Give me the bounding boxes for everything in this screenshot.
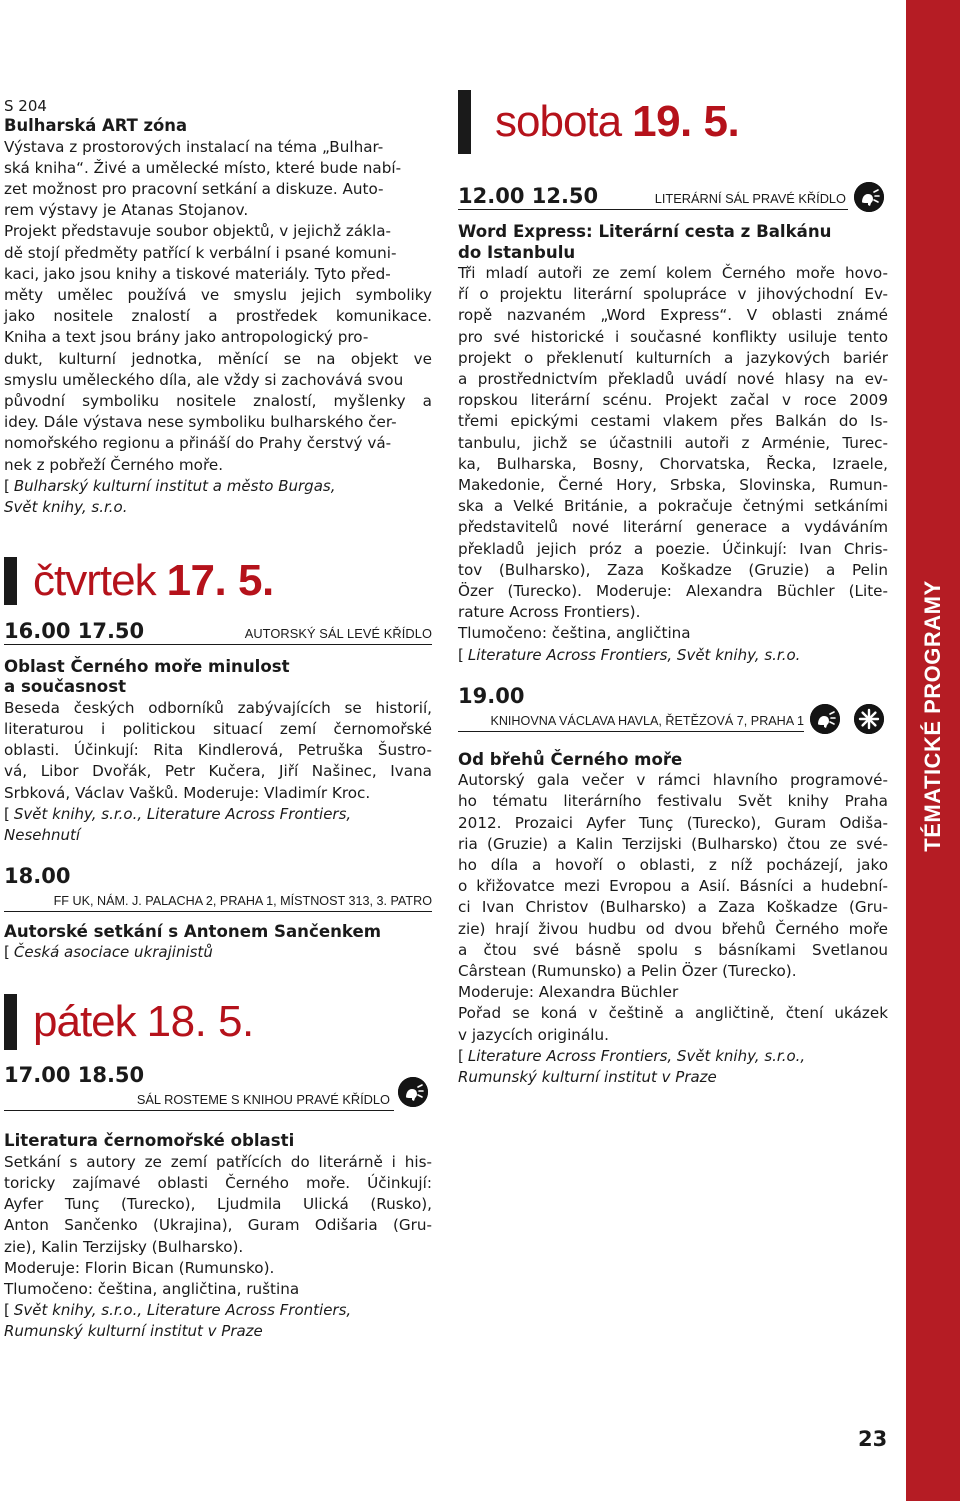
event-venue: FF UK, NÁM. J. PALACHA 2, PRAHA 1, MÍSTNOST 313, 3. PATRO [53, 893, 432, 908]
credit-bracket: [ [4, 1301, 10, 1320]
event-title: Literatura černomořské oblasti [4, 1131, 295, 1151]
text-line: 2012. Prozaici Ayfer Tunç (Turecko), Guram Odiša- [458, 813, 888, 832]
text-line: jako nositele znalostí a prostředek komunikace. [4, 307, 432, 326]
event-credit [4, 804, 432, 846]
text-line: ria (Gruzie) a Kalin Terzijski (Bulharsko) čtou ze své- [458, 834, 888, 853]
title-line: Oblast Černého moře minulost [4, 656, 290, 676]
text-line: rem výstavy je Atanas Stojanov. [4, 201, 249, 220]
text-line: Özer (Turecko). Moderuje: Alexandra Büchler (Lite- [458, 582, 888, 601]
intro-block [4, 96, 432, 518]
title-line: a současnost [4, 677, 126, 697]
text-line: překladů jejich próz a poezie. Účinkují: Ivan Chris- [458, 539, 888, 558]
text-line: Srbková, Václav Vašků. Moderuje: Vladimír Kroc. [4, 783, 371, 802]
text-line: ropskou literární scénu. Projekt začal v roce 2009 [458, 391, 888, 410]
text-line: Ayfer Tunç (Turecko), Ljudmila Ulická (Rusko), [4, 1195, 432, 1214]
text-line: původní symboliku nositele znalostí, myšlenky a [4, 391, 432, 410]
event-title: Od břehů Černého moře [458, 749, 683, 769]
program-code: S 204 [4, 97, 47, 115]
text-line: Projekt představuje soubor objektů, v jejichž zákla- [4, 222, 391, 241]
day-heading-saturday [458, 90, 888, 154]
event-time: 18.00 [4, 863, 71, 888]
text-line: Moderuje: Florin Bican (Rumunsko). [4, 1258, 275, 1277]
text-line: a prostřednictvím překladů uvádí nové hlasy na ev- [458, 370, 888, 389]
event-title: Autorské setkání s Antonem Sančenkem [4, 921, 382, 941]
text-line: třemi epickými cestami vlakem přes Balkán do Is- [458, 412, 888, 431]
text-line: nomořského regionu a přináší do Prahy čerstvý vá- [4, 434, 392, 453]
discussion-icon [810, 704, 840, 734]
text-line: v jazycích originálu. [458, 1025, 609, 1044]
text-line: Kniha a text jsou brány jako antropologický pro- [4, 328, 369, 347]
event-block [458, 684, 888, 1088]
event-time: 16.00 17.50 [4, 618, 145, 643]
day-bar [458, 90, 471, 154]
text-line: projekt o překlenutí kulturních a jazykových bariér [458, 348, 888, 367]
credit-line: Nesehnutí [4, 825, 81, 844]
event-description [458, 263, 888, 645]
day-name: sobota [495, 97, 622, 146]
text-line: nek z pobřeží Černého moře. [4, 455, 224, 474]
text-line: Anton Sančenko (Ukrajina), Guram Odišaria (Gru- [4, 1216, 432, 1235]
text-line: ropě nazvaném „Word Express“. V oblasti známé [458, 306, 888, 325]
text-line: a čtou své básně spolu s básníkami Svetlanou [458, 940, 888, 959]
event-block [4, 864, 432, 964]
text-line: ka, Bulharska, Bosny, Chorvatska, Řecka, Izraele, [458, 454, 888, 473]
text-line: Výstava z prostorových instalací na téma „Bulhar- [4, 137, 384, 156]
event-credit [4, 1300, 432, 1342]
text-line: Cârstean (Rumunsko) a Pelin Özer (Turecko). [458, 961, 797, 980]
title-line: do Istanbulu [458, 242, 576, 262]
event-header [4, 619, 432, 645]
left-column [4, 96, 432, 1342]
intro-credit [4, 476, 432, 518]
credit-line: Rumunský kulturní institut v Praze [4, 1322, 263, 1341]
text-line: pro své historické i současné konflikty usiluje tento [458, 327, 888, 346]
text-line: smyslu uměleckého díla, ale vždy si zachovává svou [4, 370, 404, 389]
credit-line: Literature Across Frontiers, Svět knihy, s.r.o. [467, 645, 801, 664]
text-line: Tlumočeno: čeština, angličtina, ruština [4, 1279, 300, 1298]
discussion-icon [398, 1077, 428, 1107]
event-title [4, 657, 432, 698]
credit-line: Svět knihy, s.r.o. [4, 497, 128, 516]
event-venue: SÁL ROSTEME S KNIHOU PRAVÉ KŘÍDLO [136, 1092, 390, 1108]
credit-line: Česká asociace ukrajinistů [13, 943, 213, 962]
credit-bracket: [ [458, 1046, 464, 1065]
event-venue: LITERÁRNÍ SÁL PRAVÉ KŘÍDLO [654, 191, 846, 206]
event-time: 19.00 [458, 683, 525, 708]
intro-text [4, 137, 432, 476]
text-line: rature Across Frontiers). [458, 603, 641, 622]
credit-bracket: [ [4, 943, 10, 962]
credit-line: Svět knihy, s.r.o., Literature Across Frontiers, [13, 1301, 352, 1320]
day-bar [4, 557, 17, 605]
text-line: zet možnost pro pracovní setkání a diskuze. Auto- [4, 179, 384, 198]
credit-line: Rumunský kulturní institut v Praze [458, 1067, 717, 1086]
event-venue-row [4, 888, 432, 912]
day-number: 18. 5. [146, 997, 254, 1047]
credit-bracket: [ [4, 476, 10, 495]
credit-bracket: [ [4, 804, 10, 823]
text-line: dukt, kulturní jednotka, měnící se na objekt ve [4, 349, 432, 368]
text-line: tov (Bulharsko), Zaza Koškadze (Gruzie) a Pelin [458, 560, 888, 579]
text-line: Moderuje: Alexandra Büchler [458, 983, 679, 1002]
text-line: Pořad se koná v češtině a angličtině, čtení ukázek [458, 1004, 888, 1023]
text-line: Setkání s autory ze zemí patřících do literárně i his- [4, 1152, 432, 1171]
text-line: Tři mladí autoři ze zemí kolem Černého moře hovo- [458, 264, 888, 282]
event-time: 17.00 18.50 [4, 1063, 145, 1088]
text-line: ho tématu literárního festivalu Svět knihy Praha [458, 792, 888, 811]
text-line: Tlumočeno: čeština, angličtina [458, 624, 691, 643]
event-block [4, 1063, 432, 1342]
text-line: vá, Libor Dvořák, Petr Kučera, Jiří Našinec, Ivana [4, 762, 432, 781]
event-description [458, 770, 888, 1046]
day-number: 19. 5. [632, 97, 740, 146]
event-credit [458, 1046, 888, 1088]
credit-line: Svět knihy, s.r.o., Literature Across Frontiers, [13, 804, 352, 823]
text-line: Autorský gala večer v rámci hlavního programové- [458, 771, 888, 790]
section-sidebar-label [906, 0, 960, 1501]
event-time: 12.00 12.50 [458, 184, 599, 208]
event-description [4, 698, 432, 804]
text-line: ci Ivan Christov (Bulharsko) a Zaza Koškadze (Gru- [458, 898, 888, 917]
right-column [458, 90, 888, 1088]
text-line: zie), Kalin Terzijsky (Bulharsko). [4, 1237, 244, 1256]
text-line: ří o projektu literární spolupráce v jihovýchodní Ev- [458, 285, 888, 304]
event-credit [458, 645, 888, 666]
text-line: Makedonie, Černé Hory, Srbska, Slovinska, Rumun- [458, 476, 888, 495]
event-venue: AUTORSKÝ SÁL LEVÉ KŘÍDLO [244, 625, 432, 641]
text-line: literaturou i politickou situací zemí černomořské [4, 719, 432, 738]
text-line: kaci, jako jsou knihy a tiskové materiály. Tyto před- [4, 264, 391, 283]
event-credit [4, 942, 432, 963]
day-bar [4, 994, 17, 1050]
page-number: 23 [858, 1427, 888, 1451]
intro-title: Bulharská ART zóna [4, 116, 188, 135]
day-heading-thursday [4, 556, 432, 606]
text-line: ska a Velké Británie, a pokračuje četnými setkáními [458, 497, 888, 516]
star-burst-icon [854, 704, 884, 734]
day-name: čtvrtek [33, 555, 156, 605]
credit-line: Literature Across Frontiers, Svět knihy, s.r.o., [467, 1046, 806, 1065]
text-line: představitelů nové literární generace a vydáváním [458, 518, 888, 537]
text-line: měty umělec používá ve smyslu jejich symboliky [4, 285, 432, 304]
text-line: ská kniha“. Živé a umělecké místo, které bude nabí- [4, 158, 402, 177]
day-heading-friday [4, 997, 432, 1047]
discussion-icon [854, 182, 884, 212]
event-title [458, 222, 888, 263]
day-number: 17. 5. [166, 555, 274, 605]
credit-bracket: [ [458, 645, 464, 664]
text-line: toricky zajímavé oblasti Černého moře. Účinkují: [4, 1173, 432, 1192]
day-name: pátek [33, 997, 136, 1047]
text-line: idey. Dále výstava nese symboliku bulharského čer- [4, 413, 397, 432]
text-line: zie) hrají živou hudbu od dvou břehů Černého moře [458, 919, 888, 938]
event-description [4, 1152, 432, 1300]
text-line: tanbulu, jichž se účastnili autoři z Arménie, Turec- [458, 433, 888, 452]
text-line: o křižovatce mezi Evropou a Asií. Básníci a hudební- [458, 877, 888, 896]
event-body [4, 657, 432, 846]
event-venue: KNIHOVNA VÁCLAVA HAVLA, ŘETĚZOVÁ 7, PRAHA 1 [490, 713, 804, 728]
text-line: oblasti. Účinkují: Rita Kindlerová, Petruška Šustro- [4, 741, 432, 760]
event-venue-row [458, 708, 804, 732]
event-venue-row [4, 1087, 394, 1111]
title-line: Word Express: Literární cesta z Balkánu [458, 222, 832, 241]
sidebar-text: TÉMATICKÉ PROGRAMY [920, 580, 945, 852]
event-header [458, 184, 848, 210]
text-line: Beseda českých odborníků zabývajících se historií, [4, 698, 432, 717]
event-body [458, 222, 888, 666]
credit-line: Bulharský kulturní institut a město Burgas, [13, 476, 336, 495]
text-line: dě stojí předměty patřící k verbální i psané komuni- [4, 243, 397, 262]
text-line: ho díla a hovoří o oblasti, z níž pocházejí, jako [458, 855, 888, 874]
